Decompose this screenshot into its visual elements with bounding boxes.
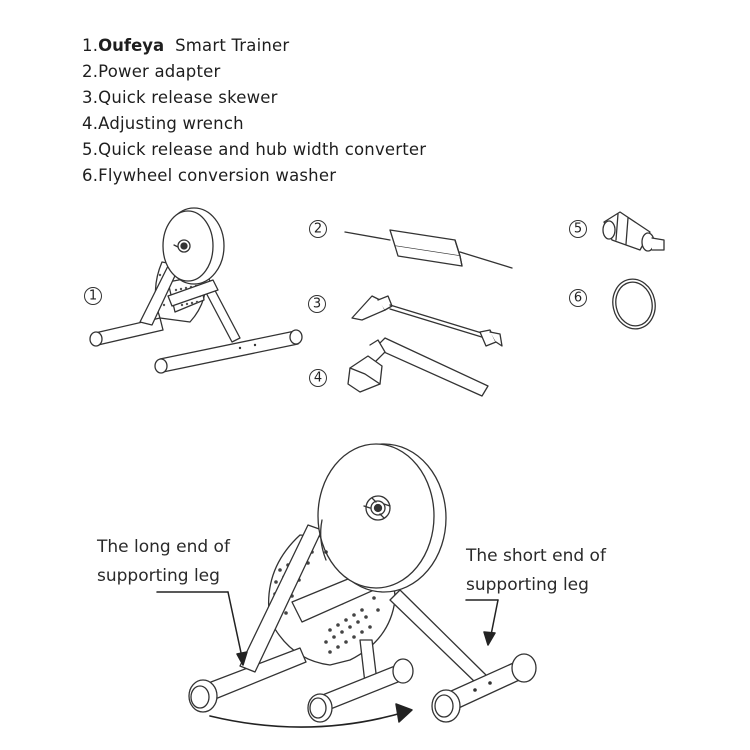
part-number: 5. [82, 140, 99, 159]
part-number: 2. [82, 62, 99, 81]
marker-4: 4 [313, 370, 323, 386]
part-name: Flywheel conversion washer [98, 166, 337, 185]
marker-1: 1 [88, 288, 98, 304]
quick-release-skewer-illustration [352, 296, 502, 346]
part-number: 4. [82, 114, 99, 133]
trainer-large-right-leg [432, 654, 536, 722]
brand-name: Oufeya [98, 36, 165, 55]
long-end-callout-line-2: supporting leg [97, 566, 220, 586]
part-name: Adjusting wrench [98, 114, 244, 133]
rotation-arrowhead [396, 704, 412, 722]
short-end-callout-line-1: The short end of [466, 546, 606, 566]
part-name: Smart Trainer [175, 36, 290, 55]
trainer-small-disc [163, 208, 224, 284]
part-number: 1. [82, 36, 99, 55]
hub-width-converter-illustration [603, 212, 664, 251]
flywheel-washer-illustration [608, 275, 659, 333]
adjusting-wrench-illustration [348, 338, 488, 396]
marker-2: 2 [313, 221, 323, 237]
short-end-callout [466, 542, 606, 600]
part-number: 3. [82, 88, 99, 107]
trainer-large-disc [318, 444, 446, 592]
part-name: Quick release skewer [98, 88, 278, 107]
marker-5: 5 [573, 221, 583, 237]
smart-trainer-small-illustration [90, 208, 302, 373]
short-end-callout-line-2: supporting leg [466, 575, 589, 595]
long-end-callout [97, 533, 230, 591]
long-end-arrow [228, 592, 243, 662]
marker-6: 6 [573, 290, 583, 306]
part-name: Power adapter [98, 62, 221, 81]
long-end-callout-line-1: The long end of [97, 537, 230, 557]
power-adapter-illustration [345, 230, 512, 268]
part-name: Quick release and hub width converter [98, 140, 427, 159]
marker-3: 3 [312, 296, 322, 312]
short-end-arrowhead [484, 632, 495, 645]
part-number: 6. [82, 166, 99, 185]
rotation-arrow [210, 712, 405, 727]
